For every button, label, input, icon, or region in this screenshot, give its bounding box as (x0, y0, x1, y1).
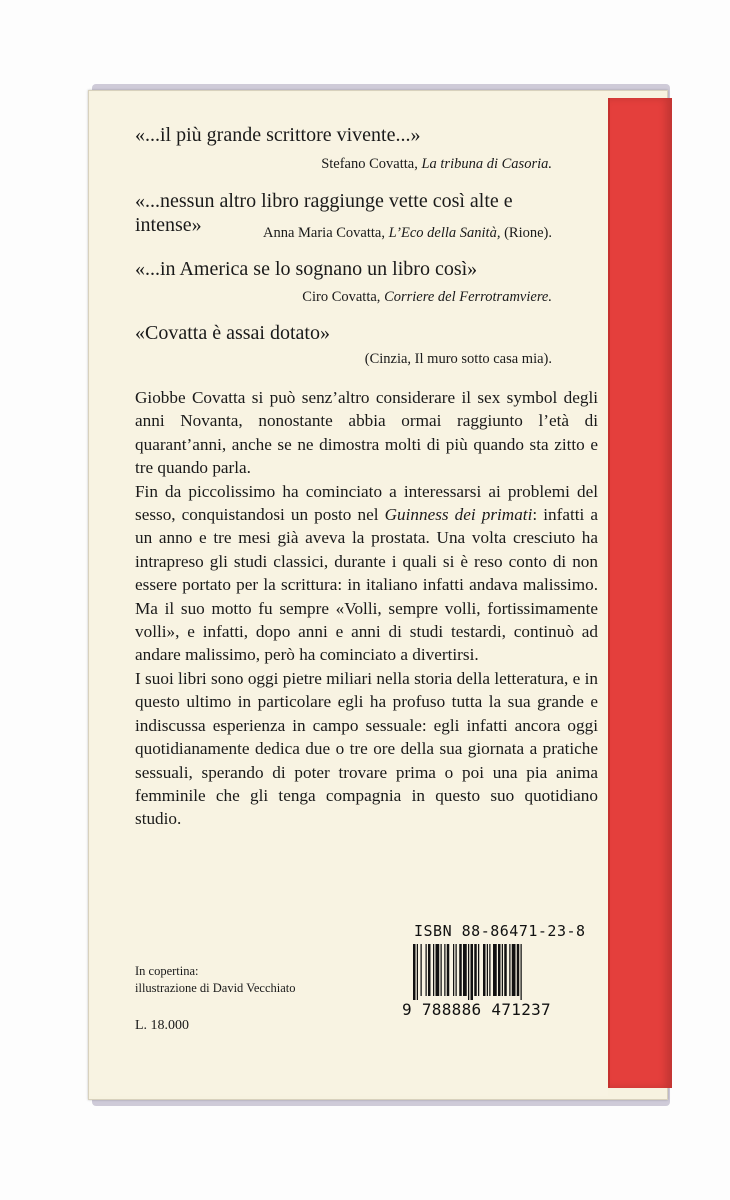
credits-line-1: In copertina: (135, 964, 199, 978)
barcode-bar (493, 944, 497, 996)
quote-3: «...in America se lo sognano un libro così» (135, 258, 478, 280)
barcode-bar (512, 944, 516, 996)
barcode-bar (489, 944, 490, 996)
barcode-bar (517, 944, 520, 996)
biography-paragraph-3: I suoi libri sono oggi pietre miliari nella storia della letteratura, e in questo ultimo in particolare egli ha profuso tutta la sua grande e indiscussa esperienza in campo sessuale: egli infatti ancora oggi quotidianamente dedica due o tre ore della sua giornata a pratiche sessuali, sperando di poter trovare prima o poi una pia anima femminile che gli tenga compagnia in questo suo quotidiano studio. (135, 668, 598, 829)
barcode-bar (478, 944, 479, 996)
barcode-bar (463, 944, 467, 996)
barcode-bar (413, 944, 416, 1000)
barcode-bar (471, 944, 474, 1000)
barcode-bar (417, 944, 418, 1000)
quote-3-attribution: Ciro Covatta, Corriere del Ferrotramviere. (302, 289, 552, 305)
quote-4-attribution: (Cinzia, Il muro sotto casa mia). (364, 351, 552, 367)
barcode-bar (436, 944, 440, 996)
barcode-bar (498, 944, 501, 996)
barcode-bar (521, 944, 522, 1000)
book-spine (608, 98, 672, 1088)
biography-paragraph-2: Fin da piccolissimo ha cominciato a interessarsi ai problemi del sesso, conquistandosi un posto nel Guinness dei primati: infatti a un anno e tre mesi già aveva la prostata. Una volta cresciuto ha intrapreso gli studi classici, durante i quali si è reso conto di non essere portato per la scrittura: in italiano infatti andava malissimo. Ma il suo motto fu sempre «Volli, sempre volli, fortissimamente volli», e infatti, dopo anni e anni di studi testardi, continuò ad andare malissimo, però ha cominciato a divertirsi. (135, 481, 599, 665)
barcode-bar (444, 944, 445, 996)
barcode-bar (502, 944, 503, 996)
barcode-bar (447, 944, 450, 996)
barcode-bar (468, 944, 469, 1000)
quote-4: «Covatta è assai dotato» (135, 322, 330, 344)
barcode-bar (504, 944, 507, 996)
barcode-bar (459, 944, 462, 996)
quote-2-line-1: «...nessun altro libro raggiunge vette così alte e (135, 190, 513, 212)
credits-line-2: illustrazione di David Vecchiato (135, 981, 296, 995)
quote-2-line-2: intense» (135, 214, 202, 236)
price: L. 18.000 (135, 1018, 190, 1033)
barcode-bar (483, 944, 486, 996)
quote-1-attribution: Stefano Covatta, La tribuna di Casoria. (321, 156, 552, 172)
barcode-bar (428, 944, 431, 996)
barcode-number: 9 788886 471237 (402, 1000, 551, 1019)
barcode-bar (421, 944, 422, 996)
cover-credits (135, 963, 296, 997)
barcode-bar (456, 944, 457, 996)
barcode-bar (453, 944, 454, 996)
barcode (412, 944, 562, 1000)
isbn: ISBN 88-86471-23-8 (414, 922, 586, 940)
barcode-bar (441, 944, 442, 996)
quote-1: «...il più grande scrittore vivente...» (135, 124, 421, 146)
barcode-bar (509, 944, 510, 996)
barcode-bar (433, 944, 434, 996)
barcode-bar (487, 944, 488, 996)
quote-2-attribution: Anna Maria Covatta, L’Eco della Sanità, (Rione). (262, 225, 552, 241)
barcode-bar (474, 944, 477, 996)
biography-paragraph-1: Giobbe Covatta si può senz’altro considerare il sex symbol degli anni Novanta, nonostante abbia ormai raggiunto l’età di quarant’anni, anche se ne dimostra molti di più quando sta zitto e tre quando parla. (135, 388, 598, 478)
author-biography (135, 386, 598, 831)
barcode-bar (426, 944, 427, 996)
